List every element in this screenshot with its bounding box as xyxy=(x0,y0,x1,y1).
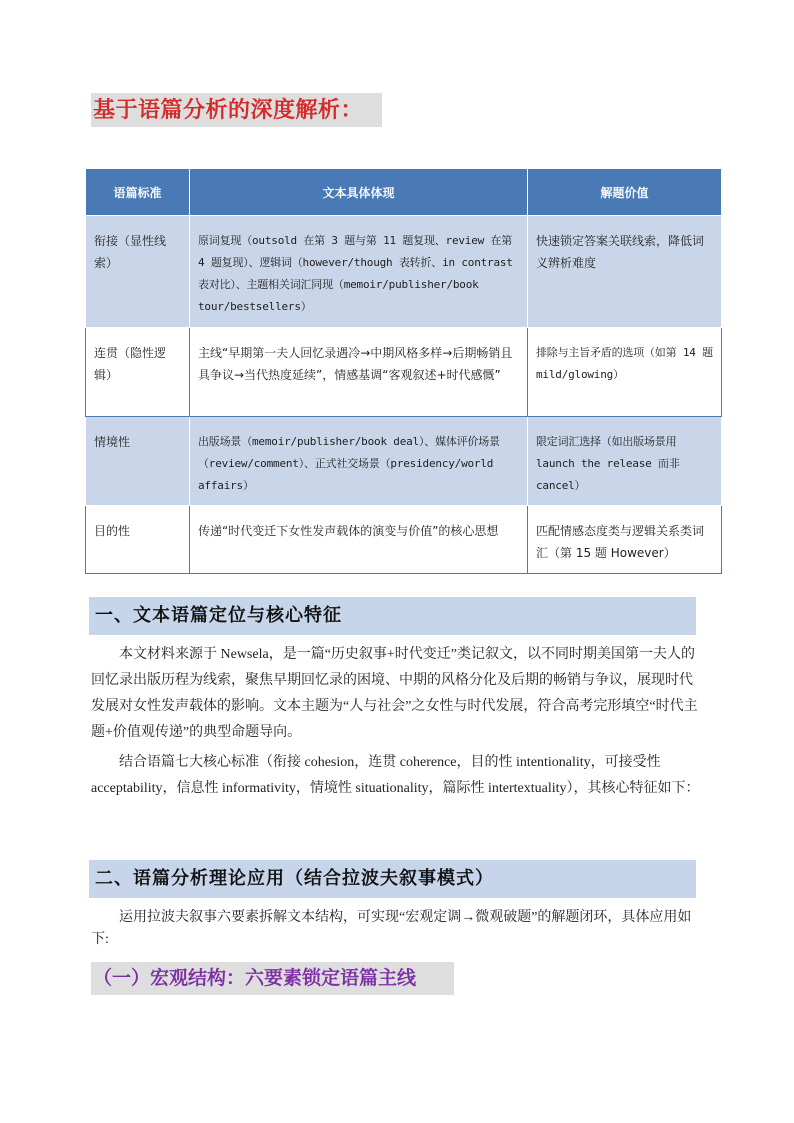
cell-value: 快速锁定答案关联线索，降低词义辨析难度 xyxy=(528,216,722,328)
cell-value: 匹配情感态度类与逻辑关系类词汇（第 15 题 However） xyxy=(528,506,722,574)
column-header-standard: 语篇标准 xyxy=(86,169,190,216)
cell-standard: 情境性 xyxy=(86,417,190,506)
cell-evidence: 传递“时代变迁下女性发声载体的演变与价值”的核心思想 xyxy=(190,506,528,574)
cell-value: 限定词汇选择（如出版场景用 launch the release 而非 cancel） xyxy=(528,417,722,506)
column-header-evidence: 文本具体体现 xyxy=(190,169,528,216)
section-heading-1: 一、文本语篇定位与核心特征 xyxy=(89,597,696,635)
cell-standard: 衔接（显性线索） xyxy=(86,216,190,328)
table-row xyxy=(86,216,722,328)
table-row xyxy=(86,417,722,506)
cell-evidence: 主线“早期第一夫人回忆录遇冷→中期风格多样→后期畅销且具争议→当代热度延续”，情感基调“客观叙述+时代感慨” xyxy=(190,328,528,417)
analysis-table xyxy=(85,168,722,574)
cell-value: 排除与主旨矛盾的选项（如第 14 题 mild/glowing） xyxy=(528,328,722,417)
section2-paragraph: 运用拉波夫叙事六要素拆解文本结构，可实现“宏观定调→微观破题”的解题闭环，具体应用如下: xyxy=(91,910,692,947)
subsection-heading: （一）宏观结构：六要素锁定语篇主线 xyxy=(91,962,454,995)
table-row xyxy=(86,328,722,417)
page-title: 基于语篇分析的深度解析： xyxy=(91,93,382,127)
cell-standard: 连贯（隐性逻辑） xyxy=(86,328,190,417)
cell-standard: 目的性 xyxy=(86,506,190,574)
cell-evidence: 原词复现（outsold 在第 3 题与第 11 题复现、review 在第 4 题复现）、逻辑词（however/though 表转折、in contrast 表对比）、主题相关词汇同现（memoir/publisher/book tour/bestsellers） xyxy=(190,216,528,328)
section1-paragraph-2: 结合语篇七大核心标准（衔接 cohesion，连贯 coherence，目的性 intentionality，可接受性 acceptability，信息性 informativity，情境性 situationality，篇际性 intertextuality），其核心特征如下： xyxy=(91,755,700,796)
table-header-row xyxy=(86,169,722,216)
cell-evidence: 出版场景（memoir/publisher/book deal）、媒体评价场景（review/comment）、正式社交场景（presidency/world affairs） xyxy=(190,417,528,506)
section1-paragraph-1: 本文材料来源于 Newsela，是一篇“历史叙事+时代变迁”类记叙文，以不同时期美国第一夫人的回忆录出版历程为线索，聚焦早期回忆录的困境、中期的风格分化及后期的畅销与争议，展现时代发展对女性发声载体的影响。文本主题为“人与社会”之女性与时代发展，符合高考完形填空“时代主题+价值观传递”的典型命题导向。 xyxy=(91,647,698,740)
section-heading-2: 二、语篇分析理论应用（结合拉波夫叙事模式） xyxy=(89,860,696,898)
table-row xyxy=(86,506,722,574)
column-header-value: 解题价值 xyxy=(528,169,722,216)
